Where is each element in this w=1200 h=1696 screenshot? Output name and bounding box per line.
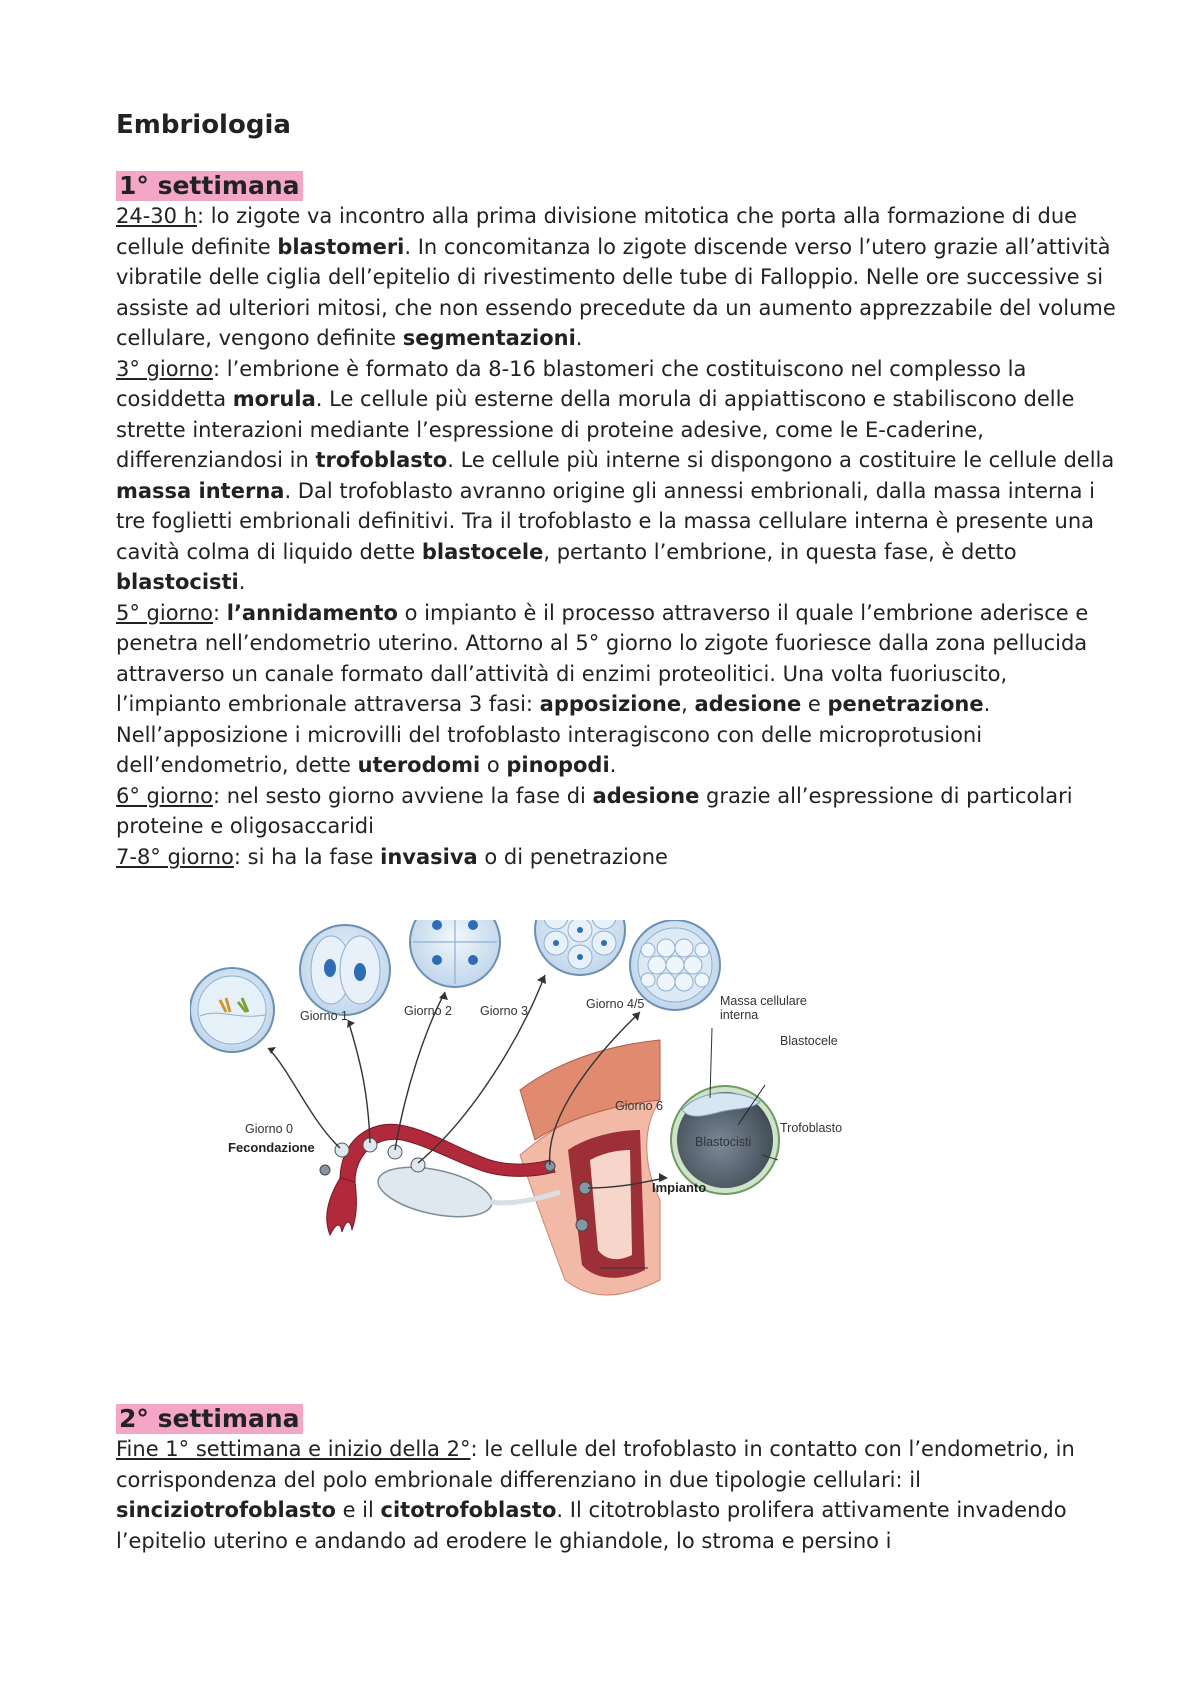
term-massa-interna: massa interna bbox=[116, 478, 285, 503]
text: o bbox=[480, 753, 507, 778]
zygote-stage bbox=[190, 968, 274, 1052]
time-label: 6° giorno bbox=[116, 783, 213, 808]
paragraph-6-giorno bbox=[116, 781, 1116, 842]
text: . bbox=[609, 753, 617, 778]
section-heading-week2: 2° settimana bbox=[116, 1404, 303, 1434]
label-giorno-4-5: Giorno 4/5 bbox=[586, 997, 645, 1011]
paragraph-5-giorno bbox=[116, 598, 1116, 781]
text: e bbox=[801, 692, 828, 717]
text: : lo zigote va incontro alla prima divisione mitotica che porta alla formazione di due cellule definite bbox=[116, 204, 1078, 259]
document-title: Embriologia bbox=[116, 110, 291, 140]
label-fecondazione: Fecondazione bbox=[228, 1140, 315, 1155]
zygote-marker bbox=[576, 1219, 588, 1231]
paragraph-3-giorno bbox=[116, 354, 1116, 598]
label-giorno-3: Giorno 3 bbox=[480, 1004, 528, 1018]
term-segmentazioni: segmentazioni bbox=[402, 326, 576, 351]
four-cell-stage bbox=[410, 920, 500, 987]
term-blastomeri: blastomeri bbox=[277, 234, 405, 259]
paragraph-7-8-giorno bbox=[116, 842, 1116, 873]
label-blastocisti: Blastocisti bbox=[695, 1135, 752, 1149]
text: : bbox=[212, 600, 227, 625]
fimbriae bbox=[327, 1178, 357, 1235]
text: grazie all’espressione di particolari proteine e oligosaccaridi bbox=[116, 783, 1073, 839]
term-adesione: adesione bbox=[592, 783, 700, 808]
zygote-marker bbox=[320, 1165, 330, 1175]
term-morula: morula bbox=[232, 387, 316, 412]
time-label: Fine 1° settimana e inizio della 2° bbox=[116, 1437, 471, 1461]
text: . Le cellule più esterne della morula di appiattiscono e stabiliscono delle strette interazioni mediante l’espressione di proteine adesive, come le E-caderine, differenziandosi in bbox=[116, 387, 1075, 473]
term-blastocele: blastocele bbox=[421, 539, 544, 564]
time-label: 24-30 h bbox=[116, 204, 198, 229]
embryo-development-figure bbox=[190, 920, 930, 1320]
text: e il bbox=[335, 1498, 381, 1522]
time-label: 3° giorno bbox=[116, 356, 213, 381]
term-adesione: adesione bbox=[694, 692, 802, 717]
time-label: 5° giorno bbox=[116, 600, 213, 625]
text: . Le cellule più interne si dispongono a costituire le cellule della bbox=[447, 448, 1115, 473]
eight-cell-stage bbox=[535, 920, 625, 975]
text: , pertanto l’embrione, in questa fase, è detto bbox=[543, 539, 1017, 564]
text: o di penetrazione bbox=[477, 844, 668, 869]
term-trofoblasto: trofoblasto bbox=[315, 448, 448, 473]
term-apposizione: apposizione bbox=[539, 692, 682, 717]
text: : le cellule del trofoblasto in contatto con l’endometrio, in corrispondenza del polo embrionale differenziano in due tipologie cellulari: il bbox=[116, 1437, 1075, 1492]
paragraph-fine-settimana bbox=[116, 1434, 1116, 1556]
text: . bbox=[575, 326, 583, 351]
text: . In concomitanza lo zigote discende verso l’utero grazie all’attività vibratile delle ciglia dell’epitelio di rivestimento delle tube di Falloppio. Nelle ore successive si assiste ad ulteriori mitosi, che non essendo precedute da un aumento apprezzabile del volume cellulare, vengono definite bbox=[116, 234, 1116, 351]
text: . Il citotroblasto prolifera attivamente invadendo l’epitelio uterino e andando ad erodere le ghiandole, lo stroma e persino i bbox=[116, 1498, 1067, 1553]
term-annidamento: l’annidamento bbox=[226, 600, 398, 625]
page-content bbox=[116, 110, 1116, 872]
text: . Nell’apposizione i microvilli del trofoblasto interagiscono con delle microprotusioni dell’endometrio, dette bbox=[116, 692, 991, 778]
label-giorno-6: Giorno 6 bbox=[615, 1099, 663, 1113]
term-penetrazione: penetrazione bbox=[827, 692, 984, 717]
label-giorno-1: Giorno 1 bbox=[300, 1009, 348, 1023]
text: . bbox=[238, 570, 246, 595]
term-sinciziotrofoblasto: sinciziotrofoblasto bbox=[116, 1498, 336, 1522]
label-giorno-0: Giorno 0 bbox=[245, 1122, 293, 1136]
text: , bbox=[681, 692, 695, 717]
text: : nel sesto giorno avviene la fase di bbox=[212, 783, 593, 808]
term-citotrofoblasto: citotrofoblasto bbox=[380, 1498, 557, 1522]
label-giorno-2: Giorno 2 bbox=[404, 1004, 452, 1018]
label-blastocele: Blastocele bbox=[780, 1034, 838, 1048]
section-week2 bbox=[116, 1404, 1116, 1556]
text: : si ha la fase bbox=[233, 844, 381, 869]
label-interna: interna bbox=[720, 1008, 759, 1022]
label-impianto: Impianto bbox=[652, 1180, 707, 1195]
zygote-marker bbox=[411, 1158, 425, 1172]
term-blastocisti: blastocisti bbox=[116, 570, 239, 595]
two-cell-stage bbox=[300, 925, 390, 1015]
text: . Dal trofoblasto avranno origine gli annessi embrionali, dalla massa interna i tre foglietti embrionali definitivi. Tra il trofoblasto e la massa cellulare interna è presente una cavità colma di liquido dette bbox=[116, 478, 1096, 564]
label-trofoblasto: Trofoblasto bbox=[780, 1121, 843, 1135]
label-massa-cellulare: Massa cellulare bbox=[720, 994, 807, 1008]
term-uterodomi: uterodomi bbox=[357, 753, 481, 778]
embryo-diagram bbox=[190, 920, 930, 1320]
text: : l’embrione è formato da 8-16 blastomeri che costituiscono nel complesso la cosiddetta bbox=[116, 356, 1027, 412]
text: o impianto è il processo attraverso il quale l’embrione aderisce e penetra nell’endometrio uterino. Attorno al 5° giorno lo zigote fuoriesce dalla zona pellucida attraverso un canale formato dall’attività di enzimi proteolitici. Una volta fuoriuscito, l’impianto embrionale attraversa 3 fasi: bbox=[116, 600, 1089, 717]
time-label: 7-8° giorno bbox=[116, 844, 234, 869]
section-heading-week1: 1° settimana bbox=[116, 171, 303, 201]
term-invasiva: invasiva bbox=[380, 844, 478, 869]
paragraph-24-30h bbox=[116, 201, 1116, 354]
term-pinopodi: pinopodi bbox=[506, 753, 610, 778]
